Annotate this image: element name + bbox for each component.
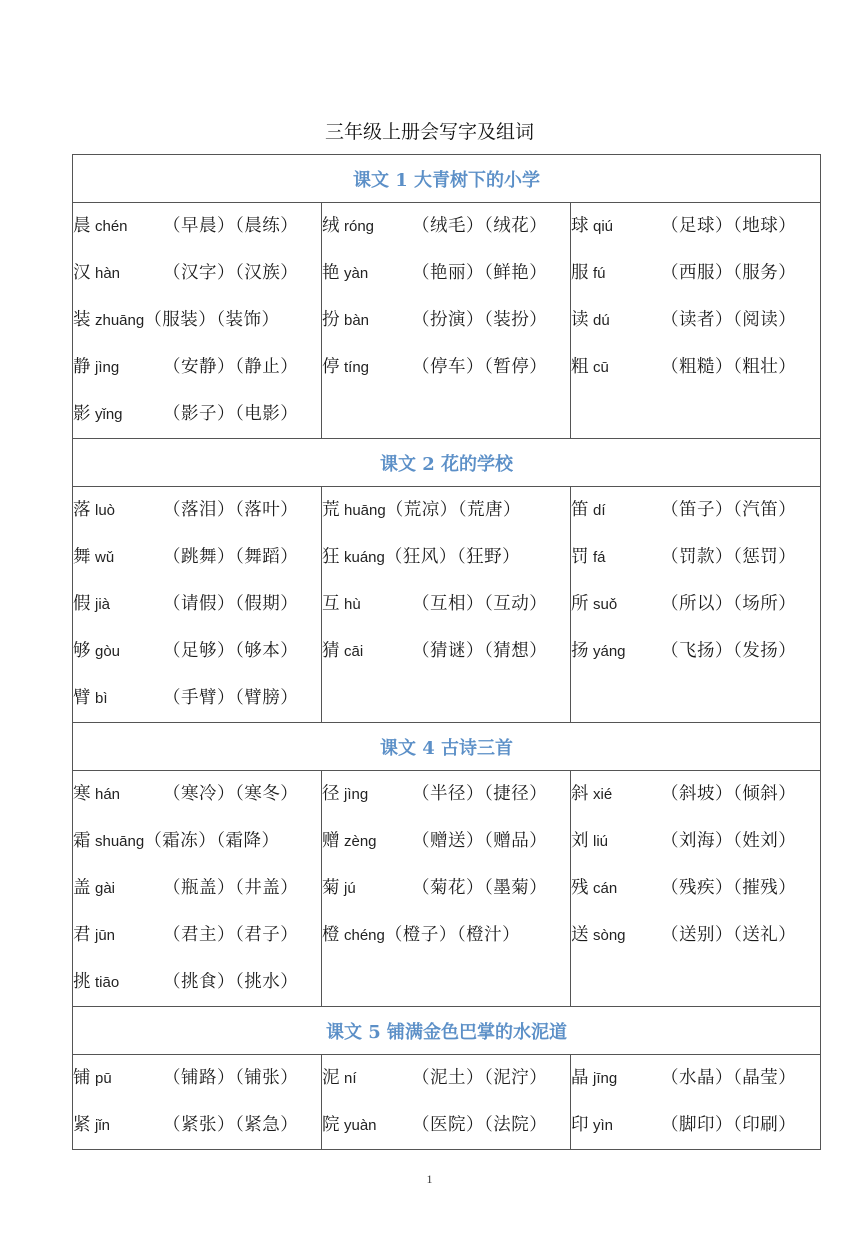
word-entry — [322, 344, 570, 391]
word-entry — [73, 250, 321, 297]
character: 霜 — [73, 831, 91, 851]
word-column — [571, 771, 821, 1007]
word-entry — [322, 203, 570, 250]
word-combinations: （影子）（电影） — [163, 404, 299, 424]
word-column — [322, 203, 571, 439]
character: 绒 — [322, 216, 340, 236]
character: 扬 — [571, 641, 589, 661]
word-entry — [73, 297, 321, 344]
word-combinations: （脚印）（印刷） — [661, 1115, 797, 1135]
word-combinations: （手臂）（臂膀） — [163, 688, 299, 708]
word-combinations: （粗糙）（粗壮） — [661, 357, 797, 377]
word-entry — [73, 912, 321, 959]
pinyin: chén — [95, 218, 128, 235]
character: 粗 — [571, 357, 589, 377]
word-combinations: （狂风）（狂野） — [384, 547, 521, 567]
lesson-heading: 课文 4 古诗三首 — [73, 723, 821, 771]
word-combinations: （残疾）（摧残） — [661, 878, 797, 898]
word-combinations: （安静）（静止） — [163, 357, 299, 377]
character: 挑 — [73, 972, 91, 992]
word-combinations: （绒毛）（绒花） — [412, 216, 548, 236]
lesson-content-row — [73, 487, 821, 723]
character: 赠 — [322, 831, 340, 851]
word-combinations: （菊花）（墨菊） — [412, 878, 548, 898]
lesson-heading: 课文 5 铺满金色巴掌的水泥道 — [73, 1007, 821, 1055]
pinyin: ní — [344, 1070, 357, 1087]
character: 荒 — [322, 500, 340, 520]
pinyin: huāng — [344, 502, 386, 519]
word-combinations: （泥土）（泥泞） — [412, 1068, 548, 1088]
pinyin: jǐn — [95, 1117, 111, 1134]
word-entry — [571, 865, 820, 912]
pinyin: yǐng — [95, 406, 123, 423]
character: 服 — [571, 263, 589, 283]
pinyin: tíng — [344, 359, 370, 376]
word-entry — [322, 487, 570, 534]
character: 落 — [73, 500, 91, 520]
word-entry — [571, 912, 820, 959]
word-combinations: （霜冻）（霜降） — [144, 831, 280, 851]
word-entry — [322, 297, 570, 344]
character: 艳 — [322, 263, 340, 283]
word-entry — [322, 865, 570, 912]
page-title: 三年级上册会写字及组词 — [324, 121, 534, 143]
word-column — [73, 1055, 322, 1150]
word-entry — [73, 865, 321, 912]
lesson-heading: 课文 2 花的学校 — [73, 439, 821, 487]
character: 院 — [322, 1115, 340, 1135]
lesson-content-row — [73, 1055, 821, 1150]
character: 臂 — [73, 688, 91, 708]
character: 影 — [73, 404, 91, 424]
character: 扮 — [322, 310, 340, 330]
word-entry — [322, 628, 570, 675]
pinyin: suǒ — [593, 596, 618, 613]
character: 盖 — [73, 878, 91, 898]
character: 汉 — [73, 263, 91, 283]
word-entry — [322, 250, 570, 297]
word-entry — [322, 912, 570, 959]
character: 罚 — [571, 547, 589, 567]
word-combinations: （笛子）（汽笛） — [661, 500, 797, 520]
lesson-content-row — [73, 203, 821, 439]
character: 猜 — [322, 641, 340, 661]
character: 装 — [73, 310, 91, 330]
word-combinations: （跳舞）（舞蹈） — [163, 547, 299, 567]
character: 斜 — [571, 784, 589, 804]
word-entry — [571, 1055, 820, 1102]
pinyin: pū — [95, 1070, 112, 1087]
pinyin: hàn — [95, 265, 121, 282]
word-column — [73, 771, 322, 1007]
word-column — [73, 487, 322, 723]
word-column — [73, 203, 322, 439]
page-number: 1 — [426, 1172, 433, 1186]
character: 橙 — [322, 925, 340, 945]
pinyin: yàn — [344, 265, 369, 282]
pinyin: dú — [593, 312, 610, 329]
word-combinations: （所以）（场所） — [661, 594, 797, 614]
character: 君 — [73, 925, 91, 945]
pinyin: zhuāng — [95, 312, 145, 329]
pinyin: wǔ — [95, 549, 115, 566]
pinyin: bì — [95, 690, 108, 707]
character: 狂 — [322, 547, 340, 567]
word-combinations: （赠送）（赠品） — [412, 831, 548, 851]
word-entry — [571, 581, 820, 628]
word-column — [322, 487, 571, 723]
character: 刘 — [571, 831, 589, 851]
word-combinations: （挑食）（挑水） — [163, 972, 299, 992]
character: 菊 — [322, 878, 340, 898]
word-column — [322, 1055, 571, 1150]
word-combinations: （君主）（君子） — [163, 925, 299, 945]
word-combinations: （足够）（够本） — [163, 641, 299, 661]
word-entry — [322, 818, 570, 865]
word-entry — [571, 534, 820, 581]
word-entry — [73, 391, 321, 438]
word-entry — [73, 203, 321, 250]
word-combinations: （读者）（阅读） — [661, 310, 797, 330]
character: 径 — [322, 784, 340, 804]
word-combinations: （停车）（暂停） — [412, 357, 548, 377]
pinyin: jú — [344, 880, 356, 897]
word-combinations: （西服）（服务） — [661, 263, 797, 283]
word-combinations: （半径）（捷径） — [412, 784, 548, 804]
pinyin: chéng — [344, 927, 385, 944]
pinyin: jūn — [95, 927, 116, 944]
character: 所 — [571, 594, 589, 614]
pinyin: bàn — [344, 312, 370, 329]
word-combinations: （斜坡）（倾斜） — [661, 784, 797, 804]
word-entry — [571, 344, 820, 391]
pinyin: cán — [593, 880, 618, 897]
word-combinations: （瓶盖）（井盖） — [163, 878, 299, 898]
pinyin: tiāo — [95, 974, 120, 991]
character: 泥 — [322, 1068, 340, 1088]
character: 送 — [571, 925, 589, 945]
pinyin: jìng — [95, 359, 120, 376]
character: 假 — [73, 594, 91, 614]
pinyin: hù — [344, 596, 361, 613]
character: 晨 — [73, 216, 91, 236]
character: 残 — [571, 878, 589, 898]
pinyin: liú — [593, 833, 609, 850]
word-combinations: （罚款）（惩罚） — [661, 547, 797, 567]
pinyin: cāi — [344, 643, 364, 660]
word-entry — [73, 344, 321, 391]
pinyin: dí — [593, 502, 606, 519]
character: 紧 — [73, 1115, 91, 1135]
word-entry — [73, 1055, 321, 1102]
word-column — [322, 771, 571, 1007]
word-combinations: （汉字）（汉族） — [163, 263, 299, 283]
word-entry — [73, 675, 321, 722]
word-entry — [322, 1102, 570, 1149]
pinyin: hán — [95, 786, 121, 803]
word-entry — [571, 818, 820, 865]
pinyin: gài — [95, 880, 116, 897]
word-entry — [322, 534, 570, 581]
word-combinations: （扮演）（装扮） — [412, 310, 548, 330]
word-entry — [73, 628, 321, 675]
word-column — [571, 1055, 821, 1150]
word-entry — [571, 203, 820, 250]
pinyin: luò — [95, 502, 116, 519]
word-entry — [322, 1055, 570, 1102]
word-entry — [571, 1102, 820, 1149]
word-combinations: （医院）（法院） — [412, 1115, 548, 1135]
pinyin: sòng — [593, 927, 626, 944]
word-combinations: （足球）（地球） — [661, 216, 797, 236]
pinyin: fú — [593, 265, 606, 282]
word-entry — [73, 1102, 321, 1149]
pinyin: jià — [95, 596, 111, 613]
word-combinations: （荒凉）（荒唐） — [385, 500, 521, 520]
word-combinations: （艳丽）（鲜艳） — [412, 263, 548, 283]
vocabulary-table — [72, 154, 821, 1150]
character: 铺 — [73, 1068, 91, 1088]
word-entry — [73, 959, 321, 1006]
pinyin: fá — [593, 549, 606, 566]
character: 印 — [571, 1115, 589, 1135]
pinyin: yìn — [593, 1117, 614, 1134]
word-combinations: （铺路）（铺张） — [163, 1068, 299, 1088]
pinyin: gòu — [95, 643, 121, 660]
word-combinations: （落泪）（落叶） — [163, 500, 299, 520]
word-entry — [322, 771, 570, 818]
word-combinations: （请假）（假期） — [163, 594, 299, 614]
word-entry — [571, 297, 820, 344]
word-combinations: （水晶）（晶莹） — [661, 1068, 797, 1088]
word-entry — [571, 487, 820, 534]
word-combinations: （互相）（互动） — [412, 594, 548, 614]
word-entry — [73, 581, 321, 628]
word-combinations: （寒冷）（寒冬） — [163, 784, 299, 804]
word-entry — [73, 534, 321, 581]
word-column — [571, 487, 821, 723]
pinyin: yáng — [593, 643, 626, 660]
character: 晶 — [571, 1068, 589, 1088]
pinyin: cū — [593, 359, 609, 376]
lesson-header-row — [73, 155, 821, 203]
word-combinations: （猜谜）（猜想） — [412, 641, 548, 661]
word-combinations: （送别）（送礼） — [661, 925, 797, 945]
lesson-header-row — [73, 723, 821, 771]
pinyin: qiú — [593, 218, 614, 235]
lesson-header-row — [73, 439, 821, 487]
pinyin: xié — [593, 786, 613, 803]
pinyin: kuáng — [344, 549, 385, 566]
lesson-header-row — [73, 1007, 821, 1055]
word-entry — [73, 487, 321, 534]
word-combinations: （服装）（装饰） — [144, 310, 280, 330]
character: 互 — [322, 594, 340, 614]
pinyin: shuāng — [95, 833, 145, 850]
character: 读 — [571, 310, 589, 330]
word-entry — [322, 581, 570, 628]
pinyin: jīng — [593, 1070, 618, 1087]
word-combinations: （早晨）（晨练） — [163, 216, 299, 236]
word-entry — [571, 250, 820, 297]
word-entry — [73, 771, 321, 818]
word-combinations: （飞扬）（发扬） — [661, 641, 797, 661]
character: 笛 — [571, 500, 589, 520]
character: 寒 — [73, 784, 91, 804]
word-entry — [73, 818, 321, 865]
word-column — [571, 203, 821, 439]
word-combinations: （刘海）（姓刘） — [661, 831, 797, 851]
pinyin: yuàn — [344, 1117, 377, 1134]
character: 够 — [73, 641, 91, 661]
word-combinations: （橙子）（橙汁） — [384, 925, 521, 945]
lesson-content-row — [73, 771, 821, 1007]
word-combinations: （紧张）（紧急） — [163, 1115, 299, 1135]
pinyin: zèng — [344, 833, 377, 850]
character: 停 — [322, 357, 340, 377]
word-entry — [571, 771, 820, 818]
character: 静 — [73, 357, 91, 377]
character: 舞 — [73, 547, 91, 567]
character: 球 — [571, 216, 589, 236]
pinyin: róng — [344, 218, 375, 235]
pinyin: jìng — [344, 786, 369, 803]
lesson-heading: 课文 1 大青树下的小学 — [73, 155, 821, 203]
word-entry — [571, 628, 820, 675]
